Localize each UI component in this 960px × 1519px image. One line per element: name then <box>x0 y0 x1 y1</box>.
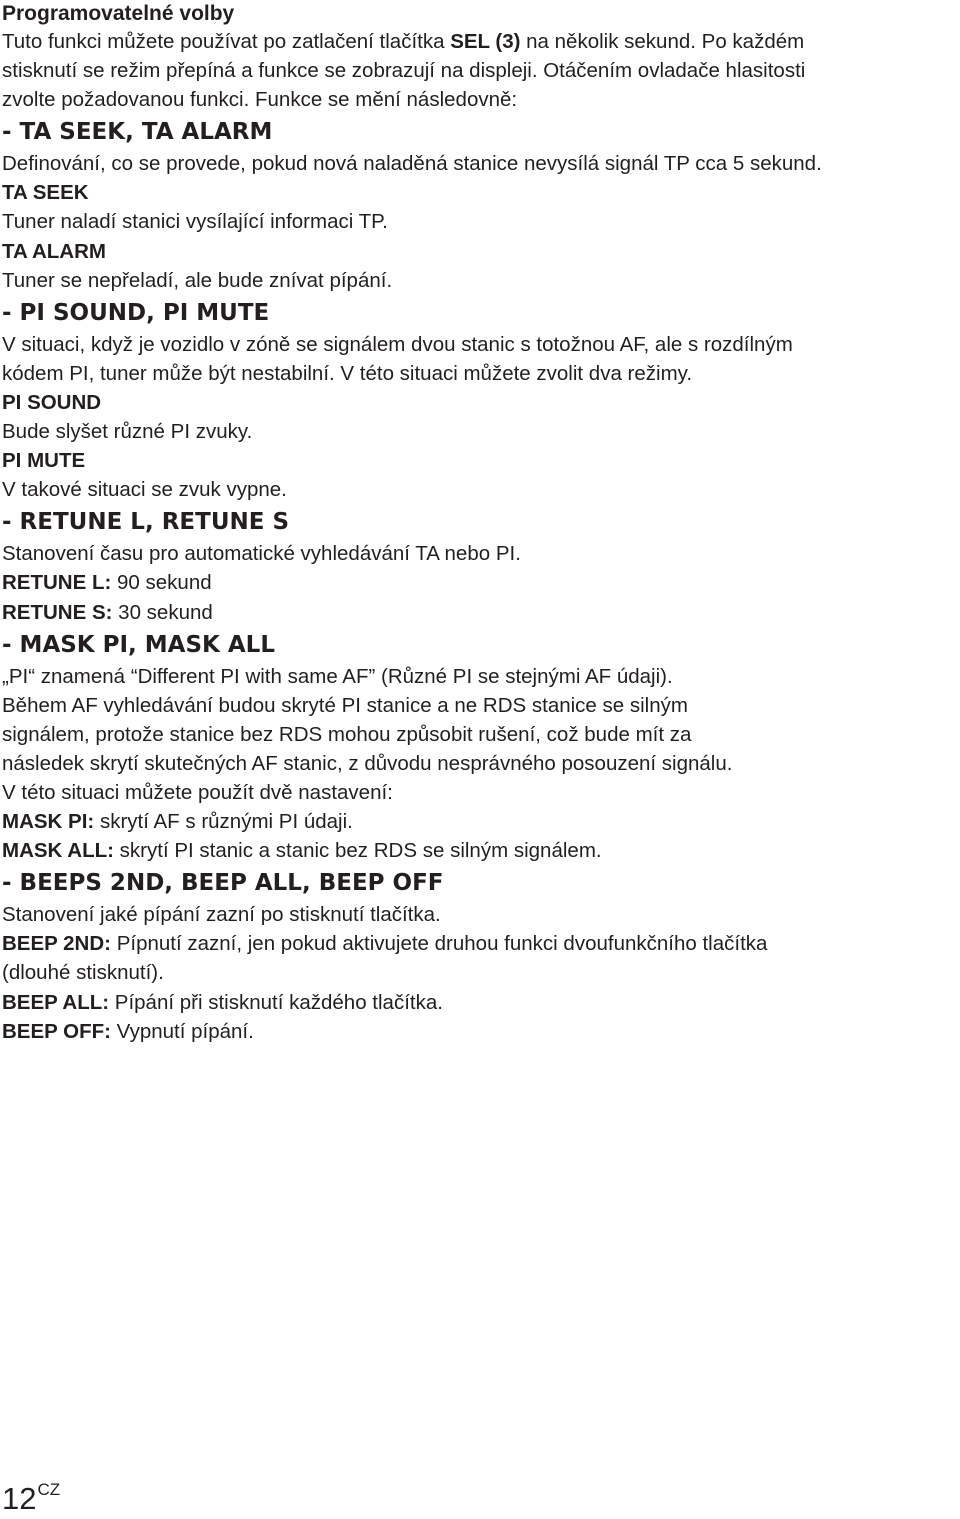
beep-all-text: Pípání při stisknutí každého tlačítka. <box>109 990 443 1014</box>
mask-all-label: MASK ALL: <box>2 839 114 863</box>
beep-2nd-text: Pípnutí zazní, jen pokud aktivujete druhou funkci dvoufunkčního tlačítka <box>111 932 768 956</box>
section-heading-mask: - MASK PI, MASK ALL <box>2 631 275 658</box>
language-code: CZ <box>37 1480 61 1499</box>
intro-text: na několik sekund. Po každém <box>520 30 805 53</box>
retune-s-label: RETUNE S: <box>2 600 113 624</box>
ta-seek-label: TA SEEK <box>2 181 89 205</box>
mask-line-4: následek skrytí skutečných AF stanic, z důvodu nesprávného posouzení signálu. <box>2 751 733 775</box>
mask-pi-label: MASK PI: <box>2 810 95 834</box>
page-number-value: 12 <box>2 1481 37 1516</box>
pi-mute-text: V takové situaci se zvuk vypne. <box>2 478 287 502</box>
page-title: Programovatelné volby <box>2 2 235 25</box>
retune-l-label: RETUNE L: <box>2 571 112 595</box>
beep-2nd-label: BEEP 2ND: <box>2 932 111 956</box>
beep-off-text: Vypnutí pípání. <box>110 1019 254 1043</box>
pi-mute-label: PI MUTE <box>2 449 86 473</box>
retune-l-row <box>2 568 960 597</box>
mask-all-row <box>2 836 960 865</box>
intro-line-2: stisknutí se režim přepíná a funkce se zobrazují na displeji. Otáčením ovladače hlasitosti <box>2 59 806 83</box>
retune-description: Stanovení času pro automatické vyhledávání TA nebo PI. <box>2 542 521 566</box>
page-number <box>2 1470 60 1519</box>
pi-sound-text: Bude slyšet různé PI zvuky. <box>2 420 253 444</box>
intro-line-3: zvolte požadovanou funkci. Funkce se mění následovně: <box>2 88 518 112</box>
beep-off-row <box>2 1017 960 1046</box>
mask-line-3: signálem, protože stanice bez RDS mohou způsobit rušení, což bude mít za <box>2 722 692 746</box>
ta-alarm-text: Tuner se nepřeladí, ale bude znívat pípání. <box>2 268 393 292</box>
beep-off-label: BEEP OFF: <box>2 1019 111 1043</box>
mask-line-2: Během AF vyhledávání budou skryté PI stanice a ne RDS stanice se silným <box>2 693 688 717</box>
retune-s-value: 30 sekund <box>112 600 213 624</box>
beep-2nd-row <box>2 929 960 958</box>
beep-description: Stanovení jaké pípání zazní po stisknutí tlačítka. <box>2 903 441 927</box>
pi-line-1: V situaci, když je vozidlo v zóně se signálem dvou stanic s totožnou AF, ale s rozdílným <box>2 332 793 356</box>
intro-line-1 <box>2 27 960 56</box>
ta-seek-text: Tuner naladí stanici vysílající informaci TP. <box>2 210 388 234</box>
mask-pi-text: skrytí AF s různými PI údaji. <box>94 810 353 834</box>
section-heading-retune: - RETUNE L, RETUNE S <box>2 509 290 536</box>
mask-all-text: skrytí PI stanic a stanic bez RDS se silným signálem. <box>113 839 602 863</box>
mask-line-1: „PI“ znamená “Different PI with same AF” (Různé PI se stejnými AF údaji). <box>2 664 673 688</box>
intro-text: Tuto funkci můžete používat po zatlačení tlačítka <box>2 30 451 53</box>
section-heading-pi: - PI SOUND, PI MUTE <box>2 299 270 326</box>
mask-pi-row <box>2 807 960 836</box>
pi-sound-label: PI SOUND <box>2 390 102 414</box>
section-heading-beep: - BEEPS 2ND, BEEP ALL, BEEP OFF <box>2 870 444 897</box>
retune-s-row <box>2 598 960 627</box>
ta-description: Definování, co se provede, pokud nová naladěná stanice nevysílá signál TP cca 5 sekund. <box>2 152 822 176</box>
retune-l-value: 90 sekund <box>111 571 212 595</box>
beep-2nd-row-cont: (dlouhé stisknutí). <box>2 961 164 985</box>
beep-all-row <box>2 988 960 1017</box>
mask-line-5: V této situaci můžete použít dvě nastavení: <box>2 780 393 804</box>
pi-line-2: kódem PI, tuner může být nestabilní. V této situaci můžete zvolit dva režimy. <box>2 361 693 385</box>
section-heading-ta: - TA SEEK, TA ALARM <box>2 119 273 146</box>
beep-all-label: BEEP ALL: <box>2 990 110 1014</box>
sel-button-ref: SEL (3) <box>450 30 521 53</box>
ta-alarm-label: TA ALARM <box>2 239 106 263</box>
